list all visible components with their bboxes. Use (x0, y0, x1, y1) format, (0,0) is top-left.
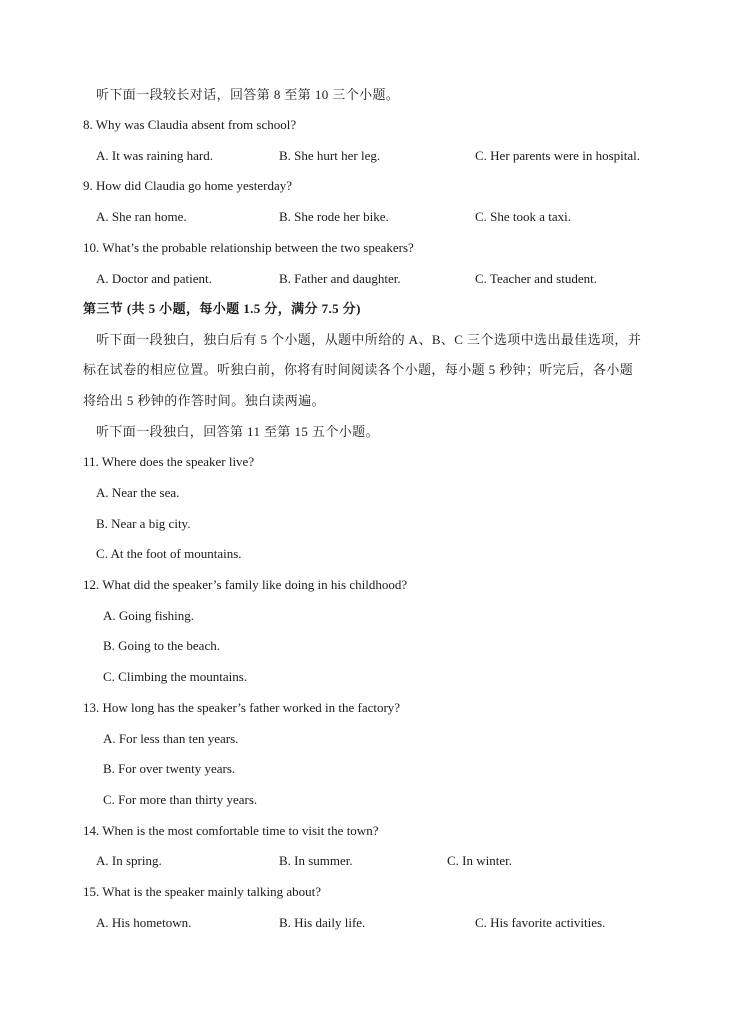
section3-heading: 第三节 (共 5 小题，每小题 1.5 分，满分 7.5 分) (83, 301, 361, 316)
q15-option-c: C. His favorite activities. (475, 915, 606, 930)
q9-option-a: A. She ran home. (96, 209, 187, 224)
q14-option-a: A. In spring. (96, 853, 162, 868)
section3-instruction-line-3: 将给出 5 秒钟的作答时间。独白读两遍。 (83, 393, 326, 408)
question-12: 12. What did the speaker’s family like doing in his childhood? (83, 577, 408, 592)
q8-option-b: B. She hurt her leg. (279, 148, 381, 163)
q9-option-b: B. She rode her bike. (279, 209, 389, 224)
q12-option-a: A. Going fishing. (103, 608, 194, 623)
q12-option-c: C. Climbing the mountains. (103, 669, 248, 684)
q9-option-c: C. She took a taxi. (475, 209, 572, 224)
q10-option-a: A. Doctor and patient. (96, 271, 212, 286)
q15-option-a: A. His hometown. (96, 915, 192, 930)
section2-intro: 听下面一段较长对话，回答第 8 至第 10 三个小题。 (96, 87, 400, 102)
q15-option-b: B. His daily life. (279, 915, 366, 930)
q13-option-b: B. For over twenty years. (103, 761, 236, 776)
section3-instruction-line-2: 标在试卷的相应位置。听独白前，你将有时间阅读各个小题，每小题 5 秒钟；听完后，各小题 (83, 362, 634, 377)
question-14: 14. When is the most comfortable time to visit the town? (83, 823, 379, 838)
section3-instruction-line-1: 听下面一段独白，独白后有 5 个小题，从题中所给的 A、B、C 三个选项中选出最佳选项，并 (96, 332, 642, 347)
q14-option-c: C. In winter. (447, 853, 512, 868)
question-9: 9. How did Claudia go home yesterday? (83, 178, 293, 193)
q12-option-b: B. Going to the beach. (103, 638, 220, 653)
section3-intro: 听下面一段独白，回答第 11 至第 15 五个小题。 (96, 424, 379, 439)
question-8: 8. Why was Claudia absent from school? (83, 117, 297, 132)
q14-option-b: B. In summer. (279, 853, 353, 868)
q11-option-a: A. Near the sea. (96, 485, 180, 500)
q8-option-a: A. It was raining hard. (96, 148, 213, 163)
q11-option-c: C. At the foot of mountains. (96, 546, 242, 561)
q13-option-a: A. For less than ten years. (103, 731, 239, 746)
question-10: 10. What’s the probable relationship between the two speakers? (83, 240, 414, 255)
question-13: 13. How long has the speaker’s father worked in the factory? (83, 700, 401, 715)
q8-option-c: C. Her parents were in hospital. (475, 148, 640, 163)
q11-option-b: B. Near a big city. (96, 516, 191, 531)
question-15: 15. What is the speaker mainly talking about? (83, 884, 322, 899)
q13-option-c: C. For more than thirty years. (103, 792, 258, 807)
q10-option-c: C. Teacher and student. (475, 271, 597, 286)
q10-option-b: B. Father and daughter. (279, 271, 401, 286)
question-11: 11. Where does the speaker live? (83, 454, 255, 469)
